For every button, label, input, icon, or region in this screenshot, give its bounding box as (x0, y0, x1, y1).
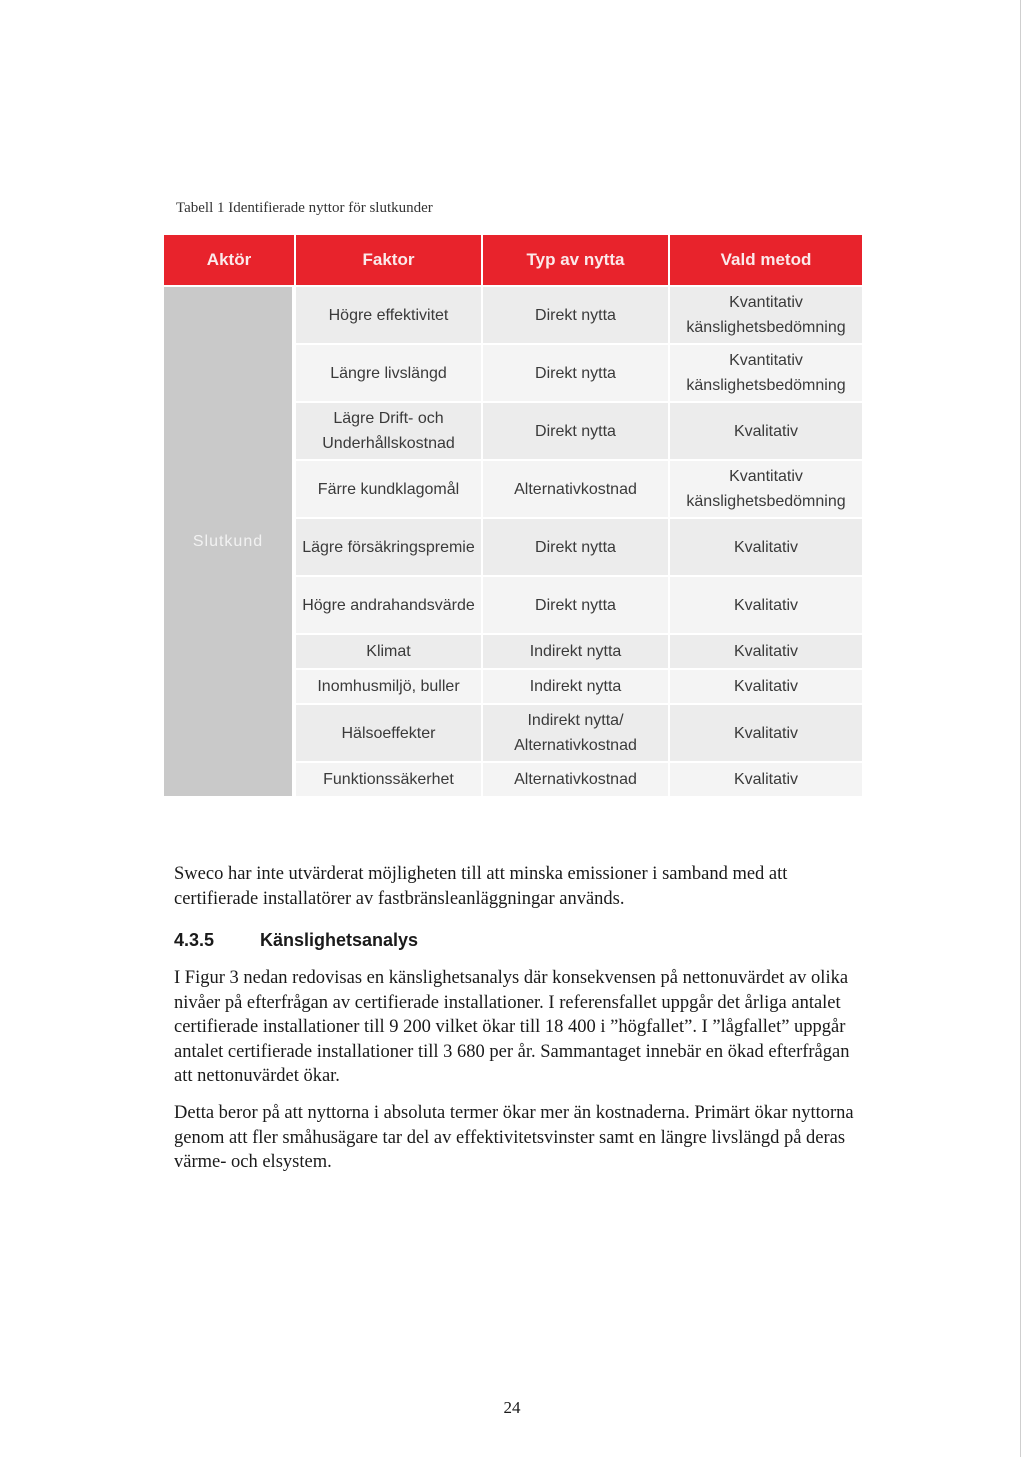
typ-cell: Direkt nytta (483, 285, 670, 343)
faktor-cell: Högre andrahandsvärde (296, 575, 483, 633)
paragraph-emissions: Sweco har inte utvärderat möjligheten till att minska emissioner i samband med att certifierade installatörer av fastbränsleanläggningar används. (174, 864, 788, 909)
metod-cell: Kvalitativ (670, 633, 862, 668)
metod-cell: Kvantitativ känslighetsbedömning (670, 285, 862, 343)
typ-cell: Indirekt nytta (483, 633, 670, 668)
typ-cell: Direkt nytta (483, 517, 670, 575)
metod-cell: Kvalitativ (670, 517, 862, 575)
benefits-table (164, 235, 862, 796)
faktor-cell: Inomhusmiljö, buller (296, 668, 483, 703)
typ-cell: Direkt nytta (483, 575, 670, 633)
section-title: Känslighetsanalys (260, 930, 419, 950)
faktor-cell: Funktionssäkerhet (296, 761, 483, 796)
header-metod: Vald metod (670, 235, 862, 285)
faktor-cell: Färre kundklagomål (296, 459, 483, 517)
paragraph-benefits: Detta beror på att nyttorna i absoluta termer ökar mer än kostnaderna. Primärt ökar nyttorna genom att fler småhusägare tar del av effektivitetsvinster samt en längre livslängd på deras värme- och elsystem. (174, 1103, 854, 1172)
typ-cell: Alternativkostnad (483, 761, 670, 796)
metod-cell: Kvalitativ (670, 401, 862, 459)
faktor-cell: Lägre Drift- och Underhållskostnad (296, 401, 483, 459)
header-typ: Typ av nytta (483, 235, 670, 285)
typ-cell: Indirekt nytta (483, 668, 670, 703)
page-edge (1020, 0, 1021, 1457)
metod-cell: Kvalitativ (670, 703, 862, 761)
faktor-cell: Klimat (296, 633, 483, 668)
section-number: 4.3.5 (174, 930, 215, 950)
section-heading (174, 930, 418, 951)
faktor-cell: Högre effektivitet (296, 285, 483, 343)
metod-cell: Kvantitativ känslighetsbedömning (670, 343, 862, 401)
metod-cell: Kvantitativ känslighetsbedömning (670, 459, 862, 517)
faktor-cell: Hälsoeffekter (296, 703, 483, 761)
typ-cell: Direkt nytta (483, 343, 670, 401)
actor-cell: Slutkund (164, 285, 296, 796)
metod-cell: Kvalitativ (670, 761, 862, 796)
page-number: 24 (503, 1398, 521, 1417)
header-faktor: Faktor (296, 235, 483, 285)
header-aktor: Aktör (164, 235, 296, 285)
metod-cell: Kvalitativ (670, 668, 862, 703)
paragraph-sensitivity: I Figur 3 nedan redovisas en känslighetsanalys där konsekvensen på nettonuvärdet av olika nivåer på efterfrågan av certifierade installationer. I referensfallet uppgår det årliga antalet certifierade installationer till 9 200 vilket ökar till 18 400 i ”högfallet”. I ”lågfallet” uppgår antalet certifierade installationer till 3 680 per år. Sammantaget innebär en ökad efterfrågan att nettonuvärdet ökar. (174, 968, 850, 1086)
table-row (164, 285, 862, 343)
faktor-cell: Lägre försäkringspremie (296, 517, 483, 575)
table-header-row (164, 235, 862, 285)
typ-cell: Indirekt nytta/ Alternativkostnad (483, 703, 670, 761)
typ-cell: Alternativkostnad (483, 459, 670, 517)
faktor-cell: Längre livslängd (296, 343, 483, 401)
typ-cell: Direkt nytta (483, 401, 670, 459)
table-caption: Tabell 1 Identifierade nyttor för slutkunder (176, 200, 433, 216)
metod-cell: Kvalitativ (670, 575, 862, 633)
